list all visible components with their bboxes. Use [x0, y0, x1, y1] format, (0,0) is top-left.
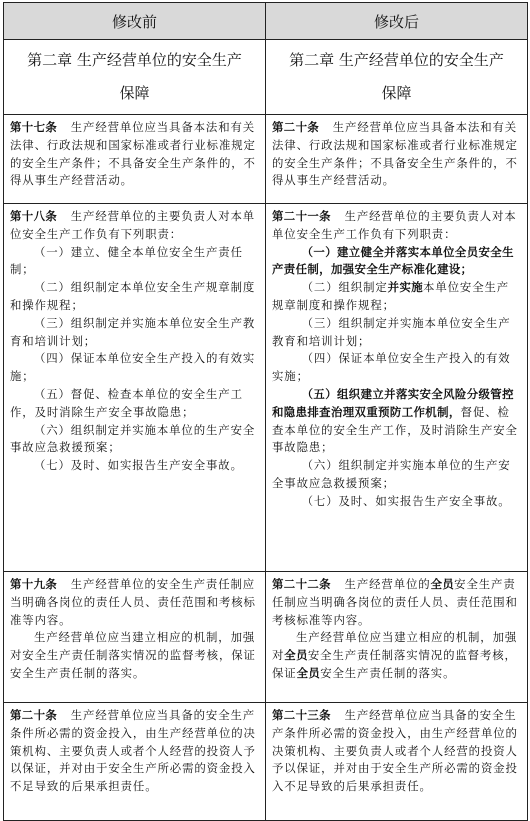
inserted-text: 全员 — [454, 244, 479, 259]
inserted-text: 并落实 — [384, 244, 420, 259]
chapter-title-line1: 第二章 生产经营单位的安全生产 — [289, 51, 504, 69]
inserted-text: 组织建立并落实安全风险分级管控和隐患排查治理双重预防工作机制， — [272, 386, 514, 419]
article-text: 生产经营单位的主要负责人对本单位安全生产工作负有下列职责： — [10, 209, 256, 241]
comparison-table-container — [3, 2, 527, 817]
list-item — [272, 244, 521, 280]
article-text: 生产经营单位应当具备的安全生产条件所必需的资金投入，由生产经营单位的决策机构、主要负责人或者个人经营的投资人予以保证，并对由于安全生产所必需的资金投入不足导致的后果承担责任。 — [10, 708, 256, 794]
article-text: 生产经营单位应当具备的安全生产条件所必需的资金投入，由生产经营单位的决策机构、主要负责人或者个人经营的投资人予以保证，并对由于安全生产所必需的资金投入不足导致的后果承担责任。 — [272, 708, 518, 794]
chapter-title-line2: 保障 — [119, 84, 150, 102]
inserted-text: 加强安全生产标准化建设； — [330, 262, 473, 277]
article-text: 安全生产责任制落实情况的监督考核，保证 — [272, 648, 517, 680]
article-after — [266, 204, 528, 572]
list-item: （七）及时、如实报告生产安全事故。 — [301, 493, 511, 508]
chapter-title-after — [266, 40, 528, 115]
list-item: （四）保证本单位安全生产投入的有效实施； — [272, 351, 511, 384]
list-item: （三）组织制定并实施本单位安全生产教育和培训计划； — [10, 315, 256, 348]
list-item: （三）组织制定并实施本单位安全生产教育和培训计划； — [272, 315, 511, 348]
article-number: 第十七条 — [10, 120, 58, 134]
inserted-text: 并实施 — [387, 280, 424, 295]
article-row — [4, 204, 528, 572]
chapter-title-line2: 保障 — [381, 84, 412, 102]
article-after — [266, 572, 528, 703]
chapter-title-before — [4, 40, 266, 115]
list-item: （二）组织制定本单位安全生产规章制度和操作规程； — [10, 280, 256, 312]
article-text: 安全生产责任制的落实。 — [320, 665, 456, 680]
item-text: 本单位安全生产规章制度和操作规程； — [272, 280, 510, 312]
item-text: 本单位 — [419, 244, 455, 259]
article-text: 生产经营单位应当具备本法和有关法律、行政法规和国家标准或者行业标准规定的安全生产条件；不具备安全生产条件的，不得从事生产经营活动。 — [10, 120, 256, 188]
item-prefix: （五） — [301, 386, 337, 401]
article-number: 第十九条 — [10, 577, 58, 591]
article-row — [4, 115, 528, 204]
comparison-table — [3, 2, 528, 821]
item-text: 督促、检查本单位的安全生产工作，及时消除生产安全事故隐患； — [272, 404, 518, 455]
list-item: （六）组织制定并实施本单位的生产安全事故应急救援预案； — [272, 458, 511, 490]
list-item: （四）保证本单位安全生产投入的有效实施； — [10, 351, 256, 384]
article-text: 生产经营单位的主要负责人对本单位安全生产工作负有下列职责： — [272, 209, 517, 241]
list-item: （七）及时、如实报告生产安全事故。 — [33, 458, 243, 473]
article-before — [4, 115, 266, 204]
header-after: 修改后 — [266, 3, 528, 40]
article-before — [4, 204, 266, 572]
header-row — [4, 3, 528, 40]
article-text: 生产经营单位的安全生产责任制应当明确各岗位的责任人员、责任范围和考核标准等内容。 — [10, 577, 256, 627]
item-prefix: （一）建立健全 — [301, 244, 385, 259]
article-paragraph — [272, 629, 521, 682]
article-number: 第二十条 — [272, 120, 320, 134]
article-after — [266, 115, 528, 204]
article-before — [4, 703, 266, 821]
header-before: 修改前 — [4, 3, 266, 40]
article-number: 第二十三条 — [272, 708, 331, 722]
article-text: 安全生产责任制应当明确各岗位的责任人员、责任范围和考核标准等内容。 — [272, 577, 518, 627]
article-text: 生产经营单位应当具备本法和有关法律、行政法规和国家标准或者行业标准规定的安全生产条件；不具备安全生产条件的，不得从事生产经营活动。 — [272, 120, 518, 188]
article-number: 第二十二条 — [272, 577, 331, 591]
list-item: （五）督促、检查本单位的安全生产工作，及时消除生产安全事故隐患； — [10, 386, 243, 419]
inserted-text: 全员 — [284, 648, 308, 663]
article-number: 第二十一条 — [272, 209, 331, 223]
list-item: （一）建立、健全本单位安全生产责任制； — [10, 244, 243, 277]
article-before — [4, 572, 266, 703]
chapter-row — [4, 40, 528, 115]
article-number: 第二十条 — [10, 708, 58, 722]
article-row — [4, 572, 528, 703]
article-row — [4, 703, 528, 821]
inserted-text: 全员 — [296, 665, 321, 680]
article-text: 生产经营单位应当建立相应的机制，加强对 — [272, 630, 518, 663]
list-item — [272, 386, 521, 457]
item-text: 安全生产责任制， — [272, 244, 514, 277]
article-paragraph: 生产经营单位应当建立相应的机制，加强对安全生产责任制落实情况的监督考核，保证安全生产责任制的落实。 — [10, 630, 256, 680]
list-item: （六）组织制定并实施本单位的生产安全事故应急救援预案； — [10, 422, 256, 455]
article-after — [266, 703, 528, 821]
item-text: （二）组织制定 — [301, 280, 388, 295]
chapter-title-line1: 第二章 生产经营单位的安全生产 — [27, 51, 242, 69]
article-number: 第十八条 — [10, 209, 58, 223]
inserted-text: 全员 — [430, 577, 455, 591]
list-item — [272, 279, 521, 315]
article-text: 生产经营单位的 — [344, 577, 431, 591]
